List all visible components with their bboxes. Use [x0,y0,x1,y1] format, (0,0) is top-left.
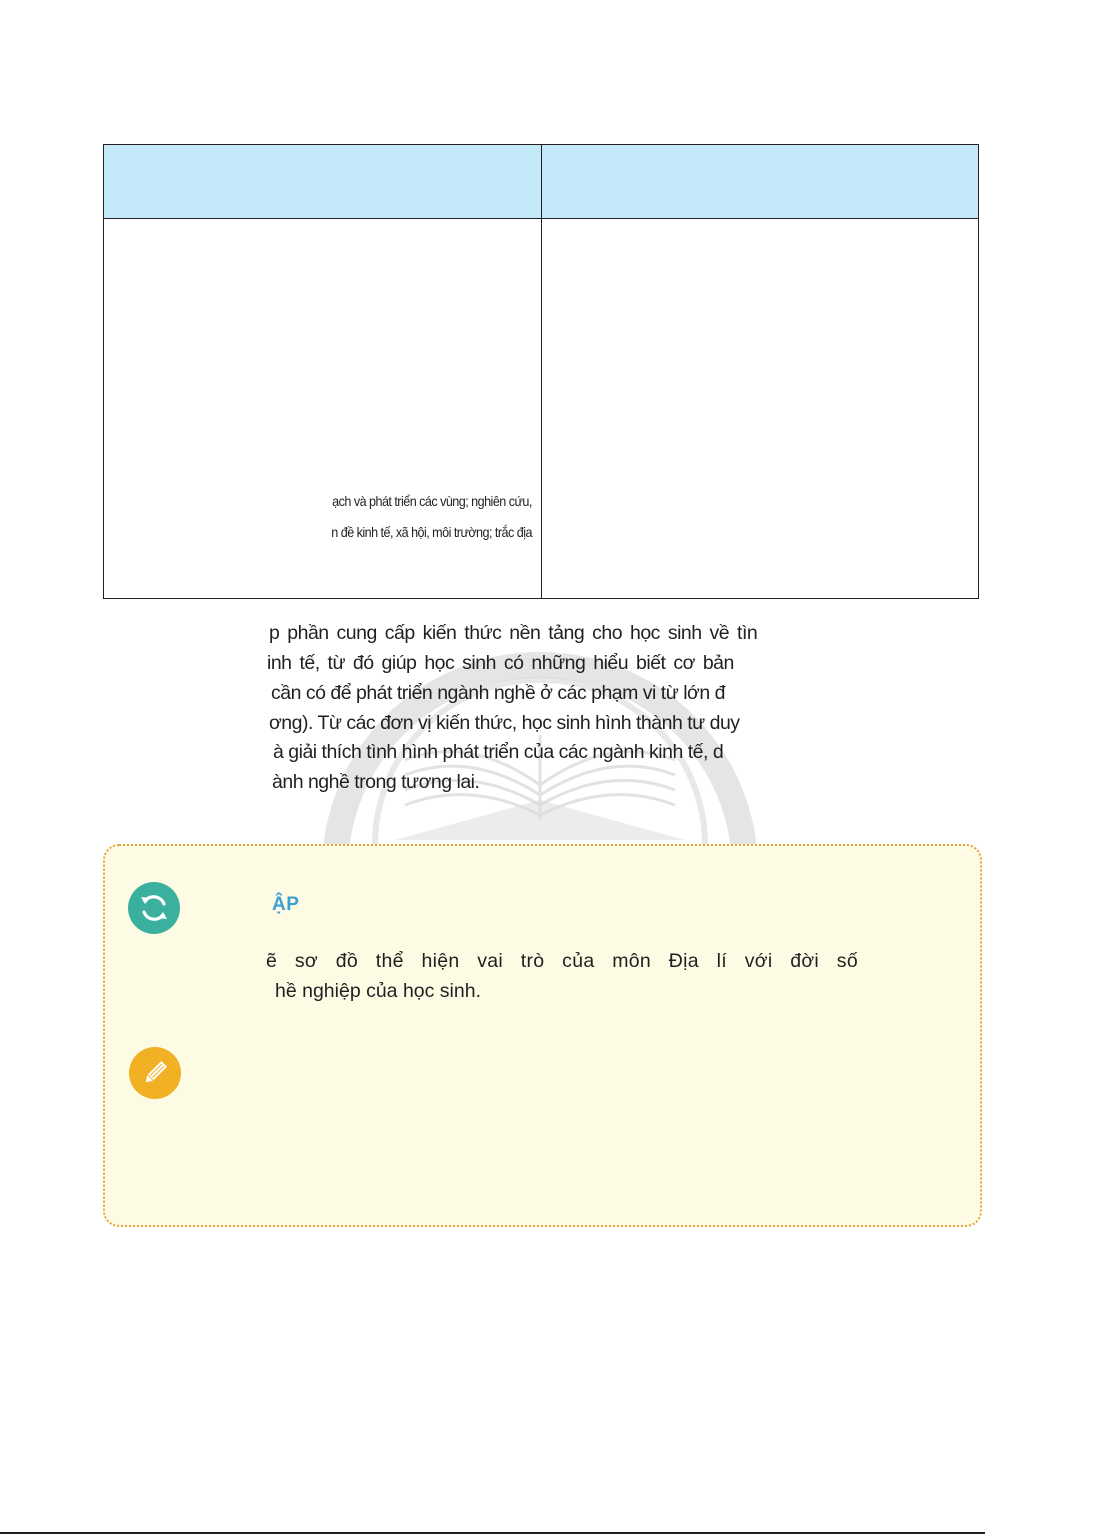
review-box [103,844,982,1227]
paragraph-line: p phần cung cấp kiến thức nền tảng cho học sinh về tìn [269,622,758,644]
refresh-icon [128,882,180,934]
review-task-line: hề nghiệp của học sinh. [275,980,481,1002]
table-cell-line: ạch và phát triển các vùng; nghiên cứu, [332,493,532,509]
paragraph-line: ành nghề trong tương lai. [272,771,480,793]
footer-rule [0,1532,985,1534]
paragraph-line: inh tế, từ đó giúp học sinh có những hiểu biết cơ bản [267,652,734,674]
table-column-divider [541,145,542,598]
pencil-icon [129,1047,181,1099]
comparison-table [103,144,979,599]
review-heading: ẬP [272,894,300,915]
table-cell-line: n đề kinh tế, xã hội, môi trường; trắc địa [331,524,532,540]
paragraph-line: ơng). Từ các đơn vị kiến thức, học sinh hình thành tư duy [269,712,740,734]
review-task-line: ẽ sơ đồ thể hiện vai trò của môn Địa lí với đời số [266,950,858,972]
paragraph-line: cần có để phát triển ngành nghề ở các phạm vi từ lớn đ [271,682,725,704]
paragraph-line: à giải thích tình hình phát triển của các ngành kinh tế, d [273,741,724,763]
